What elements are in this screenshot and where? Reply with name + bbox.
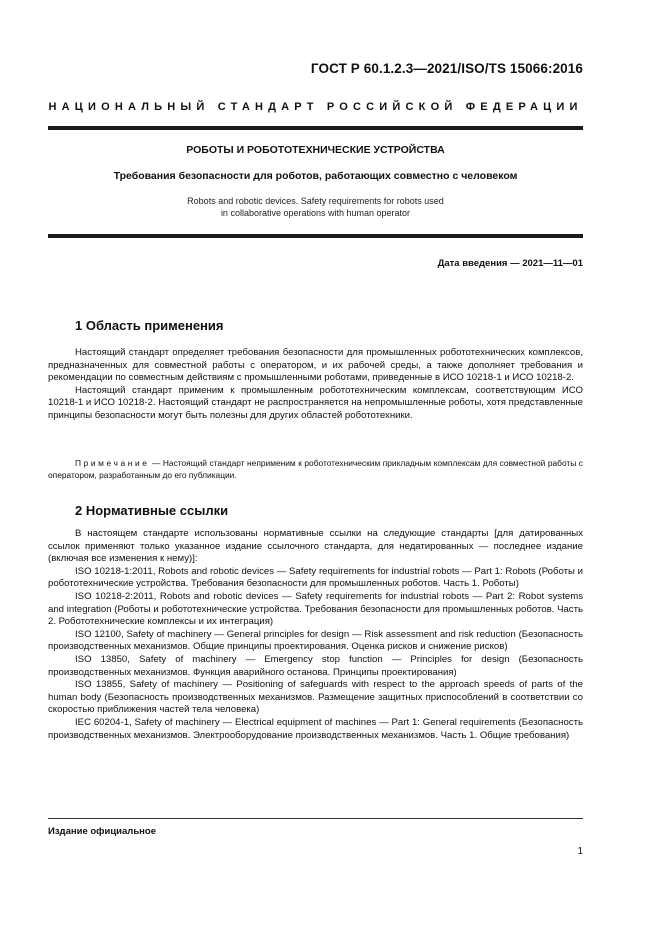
document-title: РОБОТЫ И РОБОТОТЕХНИЧЕСКИЕ УСТРОЙСТВА xyxy=(186,144,445,156)
reference-item: ISO 12100, Safety of machinery — General principles for design — Risk assessment and risk reduction (Безопасность производственных механизмов. Общие принципы проектирования. Оценка рисков и снижение рисков) xyxy=(48,628,583,653)
standard-designation: ГОСТ Р 60.1.2.3—2021/ISO/TS 15066:2016 xyxy=(310,61,583,76)
note-label: Примечание xyxy=(75,458,150,468)
english-title-line-2: in collaborative operations with human operator xyxy=(220,208,411,218)
footer-rule xyxy=(48,818,583,819)
reference-item: ISO 13850, Safety of machinery — Emergency stop function — Principles for design (Безопасность производственных механизмов. Функция аварийного останова. Принципы проектирования) xyxy=(48,653,583,678)
national-standard-banner: НАЦИОНАЛЬНЫЙ СТАНДАРТ РОССИЙСКОЙ ФЕДЕРАЦИИ xyxy=(48,101,583,113)
reference-item: ISO 13855, Safety of machinery — Positioning of safeguards with respect to the approach speeds of parts of the human body (Безопасность производственных механизмов. Размещение защитных приспособлений в соответствии со скоростью приближения частей тела человека) xyxy=(48,679,583,716)
english-title-line-1: Robots and robotic devices. Safety requirements for robots used xyxy=(187,196,444,206)
note-text: — Настоящий стандарт неприменим к робототехническим прикладным комплексам для совместной работы с оператором, разработанным до его публикации. xyxy=(48,458,583,480)
section-1-note xyxy=(48,458,583,481)
paragraph: В настоящем стандарте использованы нормативные ссылки на следующие стандарты [для датированных ссылок применяют только указанное издание ссылочного стандарта, для недатированных — последнее издание (включая все изменения к нему)]: xyxy=(48,528,583,565)
page-number: 1 xyxy=(577,846,583,857)
section-1-heading: 1 Область применения xyxy=(75,318,224,333)
english-title xyxy=(48,195,583,219)
section-1-body xyxy=(48,347,583,423)
reference-item: IEC 60204-1, Safety of machinery — Electrical equipment of machines — Part 1: General requirements (Безопасность производственных механизмов. Электрооборудование производственных механизмов. Часть 1. Общие требования) xyxy=(48,716,583,741)
reference-item: ISO 10218-2:2011, Robots and robotic devices — Safety requirements for industrial robots — Part 2: Robot systems and integration (Роботы и робототехнические устройства. Требования безопасности для промышленных роботов. Часть 2. Робототехнические комплексы и их интеграция) xyxy=(48,590,583,628)
official-edition-label: Издание официальное xyxy=(48,826,156,837)
paragraph: Настоящий стандарт применим к промышленным робототехническим комплексам, соответствующим ИСО 10218-1 и ИСО 10218-2. Настоящий стандарт не распространяется на непромышленные роботы, хотя представленные принципы безопасности могут быть полезны для других областей робототехники. xyxy=(48,384,583,421)
section-2-heading: 2 Нормативные ссылки xyxy=(75,503,229,518)
title-bottom-rule xyxy=(48,234,583,238)
paragraph: Настоящий стандарт определяет требования безопасности для промышленных робототехнических комплексов, предназначенных для совместной работы с оператором, и их рабочей среды, а также дополняет требования и рекомендации по совместным действиям с промышленными роботами, приведенные в ИСО 10218-1 и ИСО 10218-2. xyxy=(48,347,583,384)
top-rule xyxy=(48,126,583,130)
section-2-body xyxy=(48,528,583,742)
document-subtitle: Требования безопасности для роботов, работающих совместно с человеком xyxy=(113,170,518,182)
reference-item: ISO 10218-1:2011, Robots and robotic devices — Safety requirements for industrial robots — Part 1: Robots (Роботы и робототехнические устройства. Требования безопасности для промышленных роботов. Часть 1. Роботы) xyxy=(48,565,583,590)
introduction-date: Дата введения — 2021—11—01 xyxy=(437,258,583,269)
